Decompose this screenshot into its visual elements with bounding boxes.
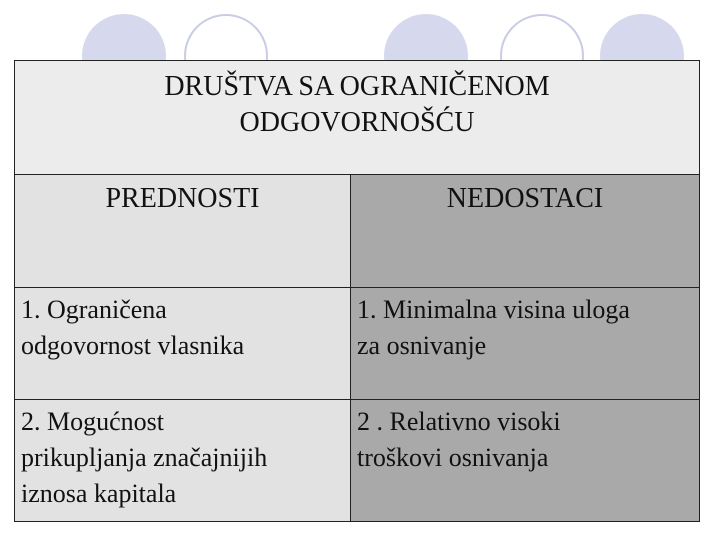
header-advantages <box>15 175 350 287</box>
disadvantage-cell-2 <box>350 399 699 521</box>
cell-line: 2 . Relativno visoki <box>357 407 561 436</box>
advantage-cell-2 <box>15 399 350 521</box>
advantage-cell-1 <box>15 287 350 399</box>
cell-line: 1. Minimalna visina uloga <box>357 295 630 324</box>
title-line: ODGOVORNOŠĆU <box>239 107 475 138</box>
title-line: DRUŠTVA SA OGRANIČENOM <box>164 71 550 102</box>
table-title <box>15 61 699 175</box>
cell-line: iznosa kapitala <box>21 479 177 508</box>
cell-line: troškovi osnivanja <box>357 443 549 472</box>
header-label: PREDNOSTI <box>105 183 260 214</box>
cell-line: odgovornost vlasnika <box>21 331 245 360</box>
header-disadvantages <box>350 175 699 287</box>
cell-line: 1. Ograničena <box>21 295 167 324</box>
disadvantage-cell-1 <box>350 287 699 399</box>
cell-line: 2. Mogućnost <box>21 407 164 436</box>
header-label: NEDOSTACI <box>446 183 604 214</box>
comparison-table <box>14 60 700 522</box>
cell-line: za osnivanje <box>357 331 487 360</box>
cell-line: prikupljanja značajnijih <box>21 443 268 472</box>
